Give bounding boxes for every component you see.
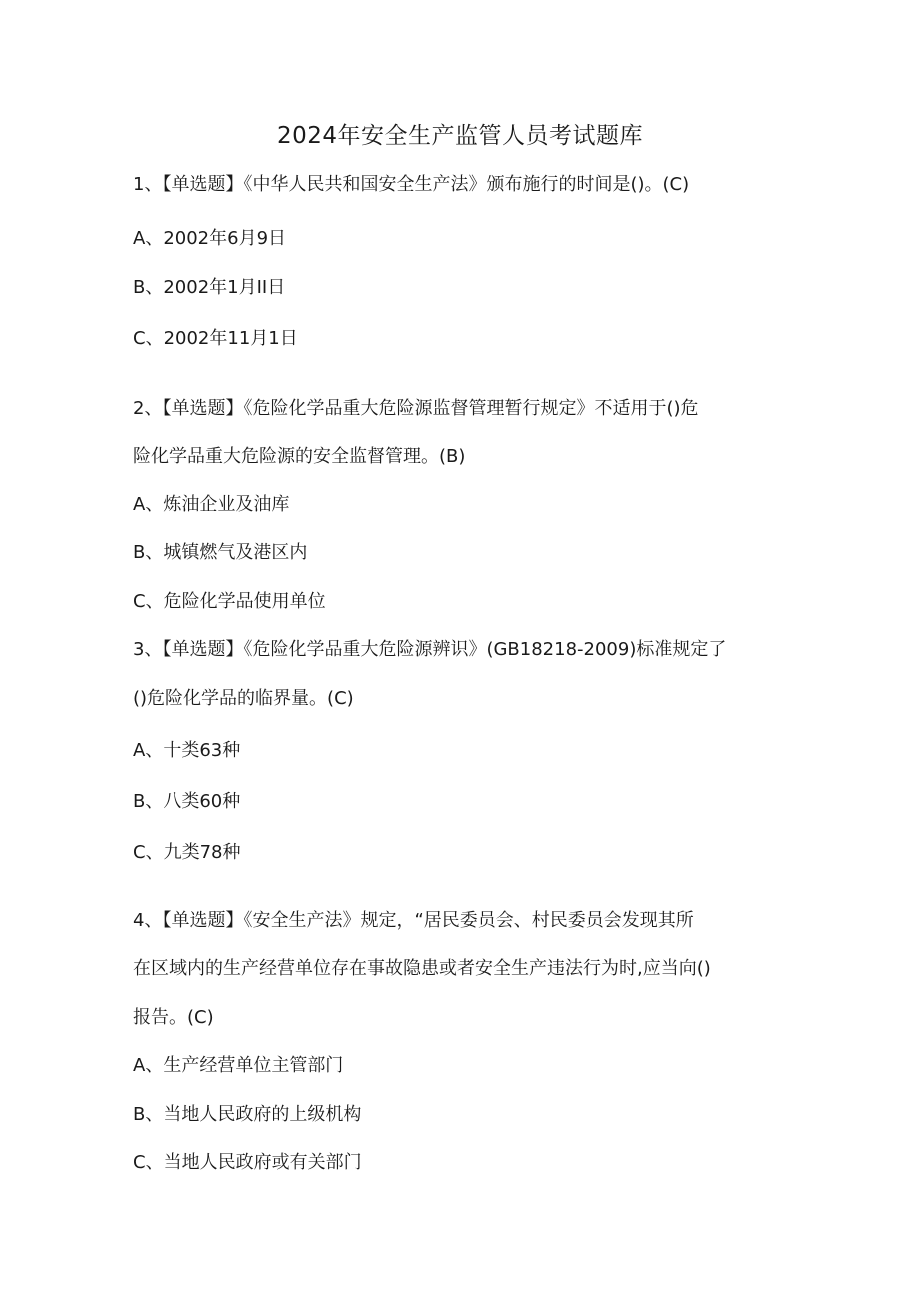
question-4-stem-line-2: 在区域内的生产经营单位存在事故隐患或者安全生产违法行为时,应当向(): [133, 958, 711, 979]
question-3-option-c: C、九类78种: [133, 842, 241, 863]
question-3-option-b: B、八类60种: [133, 791, 241, 812]
question-4-option-a: A、生产经营单位主管部门: [133, 1055, 344, 1076]
question-3-option-a: A、十类63种: [133, 740, 241, 761]
question-3-stem-line-1: 3、【单选题】《危险化学品重大危险源辨识》(GB18218-2009)标准规定了: [133, 639, 727, 660]
question-1-option-c: C、2002年11月1日: [133, 328, 298, 349]
question-2-stem-line-1: 2、【单选题】《危险化学品重大危险源监督管理暂行规定》不适用于()危: [133, 398, 699, 419]
question-4-option-c: C、当地人民政府或有关部门: [133, 1152, 362, 1173]
question-4-option-b: B、当地人民政府的上级机构: [133, 1104, 362, 1125]
document-title: 2024年安全生产监管人员考试题库: [276, 123, 644, 149]
question-4-stem-line-3: 报告。(C): [133, 1007, 214, 1028]
question-4-stem-line-1: 4、【单选题】《安全生产法》规定，“居民委员会、村民委员会发现其所: [133, 910, 694, 931]
question-3-stem-line-2: ()危险化学品的临界量。(C): [133, 688, 354, 709]
question-1-option-b: B、2002年1月II日: [133, 277, 286, 298]
question-2-option-b: B、城镇燃气及港区内: [133, 542, 308, 563]
question-2-option-c: C、危险化学品使用单位: [133, 591, 326, 612]
question-1-option-a: A、2002年6月9日: [133, 228, 287, 249]
question-1-stem-line-1: 1、【单选题】《中华人民共和国安全生产法》颁布施行的时间是()。(C): [133, 174, 690, 195]
question-2-option-a: A、炼油企业及油库: [133, 494, 290, 515]
question-2-stem-line-2: 险化学品重大危险源的安全监督管理。(B): [133, 446, 466, 467]
